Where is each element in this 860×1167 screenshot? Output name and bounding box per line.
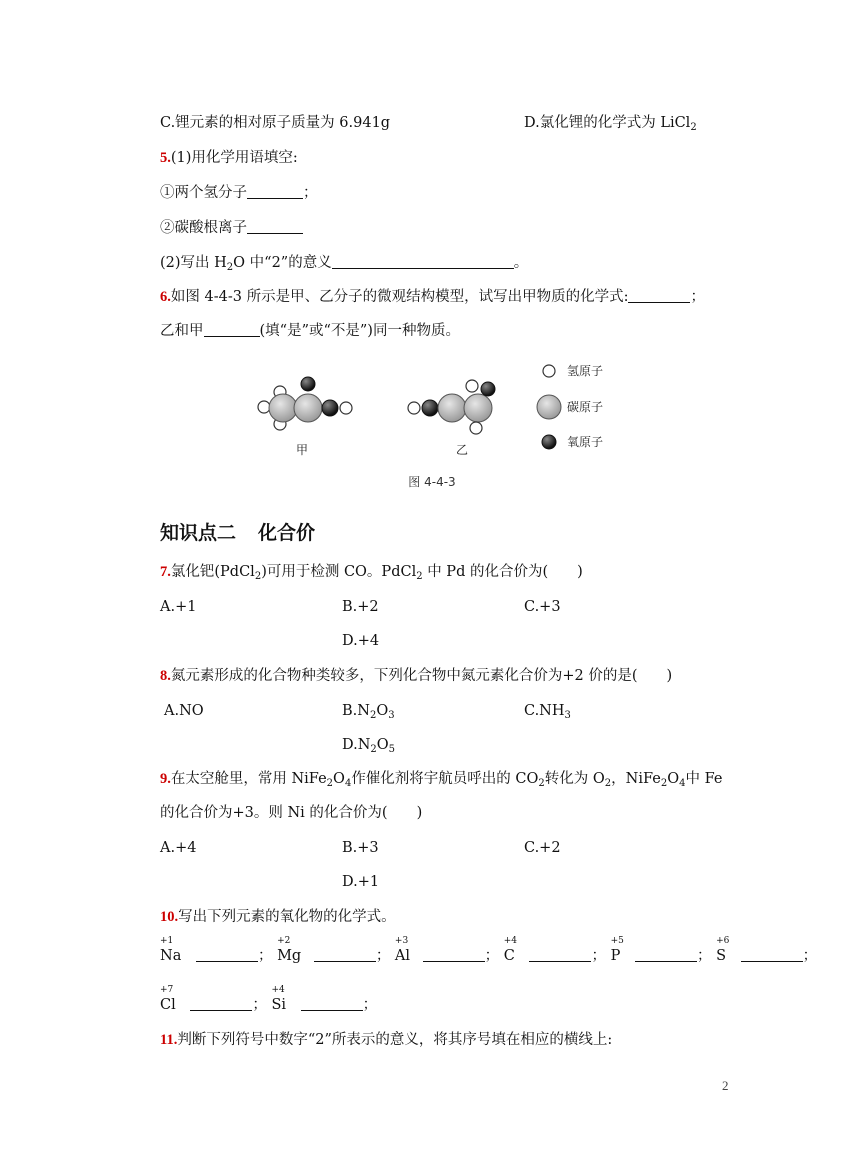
q7-option-a[interactable]: A.+1 — [160, 599, 197, 615]
q4-option-d: D.氯化锂的化学式为 LiCl$_2$ — [524, 115, 697, 133]
answer-blank[interactable] — [314, 947, 376, 962]
q6-line1: 6.如图 4-4-3 所示是甲、乙分子的微观结构模型，试写出甲物质的化学式: ； — [160, 289, 705, 305]
answer-blank[interactable] — [247, 219, 303, 234]
label-jia: 甲 — [295, 443, 309, 457]
answer-blank[interactable] — [628, 288, 690, 303]
q7-option-b[interactable]: B.+2 — [342, 599, 379, 615]
molecule-jia — [258, 377, 352, 457]
carbon-atom — [269, 394, 297, 422]
valence-item: +5 P — [610, 936, 624, 964]
hydrogen-atom — [470, 422, 482, 434]
figure-legend — [537, 364, 603, 449]
q6-line2: 乙和甲 (填“是”或“不是”)同一种物质。 — [160, 323, 460, 339]
q7-stem: 7.氯化钯(PdCl$_2$)可用于检测 CO。PdCl$_2$ 中 Pd 的化合价为( ) — [160, 564, 583, 582]
q11-stem: 11.判断下列符号中数字“2”所表示的意义，将其序号填在相应的横线上: — [160, 1032, 613, 1048]
answer-blank[interactable] — [190, 996, 252, 1011]
carbon-atom — [464, 394, 492, 422]
q5-part-b: ②碳酸根离子 — [160, 219, 303, 237]
answer-blank[interactable] — [529, 947, 591, 962]
hydrogen-atom — [408, 402, 420, 414]
answer-blank[interactable] — [196, 947, 258, 962]
legend-oxygen-icon — [542, 435, 556, 449]
q9-option-d[interactable]: D.+1 — [342, 874, 380, 890]
q9-option-a[interactable]: A.+4 — [160, 840, 197, 856]
carbon-atom — [294, 394, 322, 422]
q8-option-c[interactable]: $C.NH_3$ — [524, 703, 571, 721]
label-yi: 乙 — [455, 443, 469, 457]
q5-stem: 5.(1)用化学用语填空: — [160, 150, 298, 166]
q4-option-c: C.锂元素的相对原子质量为 6.941g — [160, 115, 391, 131]
hydrogen-atom — [466, 380, 478, 392]
molecule-diagram — [250, 352, 630, 497]
answer-blank[interactable] — [247, 184, 303, 199]
oxygen-atom — [301, 377, 315, 391]
oxygen-atom — [422, 400, 438, 416]
molecule-figure — [250, 352, 630, 497]
carbon-atom — [438, 394, 466, 422]
q9-line2: 的化合价为+3。则 Ni 的化合价为( ) — [160, 805, 423, 821]
section-heading: 知识点二 化合价 — [160, 522, 316, 544]
answer-blank[interactable] — [635, 947, 697, 962]
q8-option-a[interactable]: A.NO — [164, 703, 204, 719]
q5-part-c: (2)写出 $H_2O$ 中“2”的意义 。 — [160, 255, 529, 273]
legend-hydrogen-icon — [543, 365, 555, 377]
answer-blank[interactable] — [204, 322, 260, 337]
oxygen-atom — [322, 400, 338, 416]
answer-blank[interactable] — [332, 254, 514, 269]
q8-option-d[interactable]: $D.N_2O_5$ — [342, 737, 396, 755]
q9-line1: 9.在太空舱里，常用 $NiFe_2O_4$作催化剂将宇航员呼出的 $CO_2$转化为 $O_2$，$NiFe_2O_4$中 Fe — [160, 771, 723, 789]
oxygen-atom — [481, 382, 495, 396]
q7-option-d[interactable]: D.+4 — [342, 633, 380, 649]
q10-row-2: +7 Cl ； +4 Si ； — [160, 985, 378, 1013]
figure-caption: 图 4-4-3 — [408, 475, 456, 489]
page-number: 2 — [722, 1078, 729, 1093]
q7-option-c[interactable]: C.+3 — [524, 599, 561, 615]
valence-item: +6 S — [716, 936, 730, 964]
valence-item: +2 Mg — [277, 936, 302, 964]
valence-item: +7 Cl — [160, 985, 176, 1013]
q10-row-1: +1 Na ； +2 Mg ； +3 Al ； +4 C ； +5 P ； +6 S ； — [160, 936, 818, 964]
answer-blank[interactable] — [741, 947, 803, 962]
valence-item: +4 C — [503, 936, 518, 964]
hydrogen-atom — [258, 401, 270, 413]
answer-blank[interactable] — [301, 996, 363, 1011]
legend-oxygen-label: 氧原子 — [567, 435, 604, 449]
q9-option-b[interactable]: B.+3 — [342, 840, 379, 856]
q9-option-c[interactable]: C.+2 — [524, 840, 561, 856]
valence-item: +4 Si — [271, 985, 287, 1013]
legend-carbon-icon — [537, 395, 561, 419]
legend-hydrogen-label: 氢原子 — [567, 364, 604, 378]
legend-carbon-label: 碳原子 — [567, 400, 604, 414]
q8-option-b[interactable]: $B.N_2O_3$ — [342, 703, 395, 721]
q10-stem: 10.写出下列元素的氧化物的化学式。 — [160, 909, 396, 925]
q8-stem: 8.氮元素形成的化合物种类较多，下列化合物中氮元素化合价为+2 价的是( ) — [160, 668, 673, 684]
valence-item: +1 Na — [160, 936, 182, 964]
valence-item: +3 Al — [394, 936, 411, 964]
molecule-yi — [408, 380, 495, 457]
q5-part-a: ①两个氢分子 ； — [160, 185, 318, 201]
hydrogen-atom — [340, 402, 352, 414]
answer-blank[interactable] — [423, 947, 485, 962]
